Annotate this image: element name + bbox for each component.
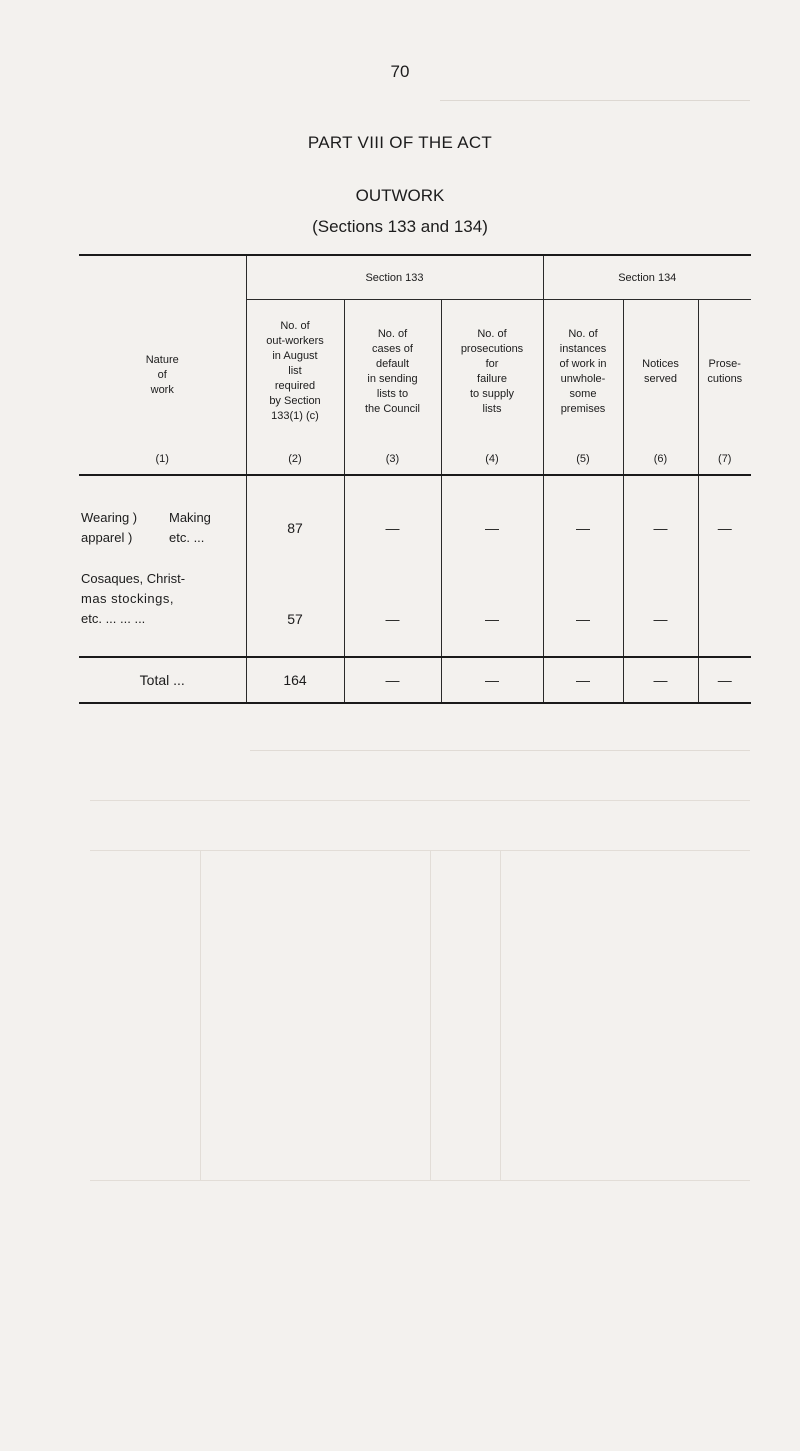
column-number: (5) <box>543 444 623 475</box>
column-number: (7) <box>698 444 751 475</box>
cell-prosecutions <box>698 569 751 657</box>
column-number: (1) <box>79 444 246 475</box>
row-label: Wearing ) <box>81 509 138 525</box>
row-label: etc. ... ... ... <box>81 610 146 626</box>
cell-prosecutions-lists: — <box>441 569 543 657</box>
column-number: (3) <box>344 444 441 475</box>
section-134-header: Section 134 <box>543 255 751 300</box>
total-default: — <box>344 657 441 703</box>
row-nature-cosaques <box>79 569 246 657</box>
row-label: apparel ) <box>81 529 133 545</box>
total-outworkers: 164 <box>246 657 344 703</box>
total-notices: — <box>623 657 698 703</box>
total-row <box>79 657 751 703</box>
cell-prosecutions-lists: — <box>441 475 543 569</box>
column-number: (4) <box>441 444 543 475</box>
sections-reference: (Sections 133 and 134) <box>312 217 488 236</box>
part-title: PART VIII OF THE ACT <box>307 133 493 152</box>
column-header-notices: Notices served <box>623 300 698 444</box>
cell-prosecutions: — <box>698 475 751 569</box>
column-header-prosecutions: Prose- cutions <box>698 300 751 444</box>
column-number-row <box>79 444 751 475</box>
column-number: (6) <box>623 444 698 475</box>
column-header-nature: Nature of work <box>79 255 246 444</box>
cell-default: — <box>344 475 441 569</box>
section-title: OUTWORK <box>355 186 445 205</box>
column-header-default: No. of cases of default in sending lists to the Council <box>344 300 441 444</box>
row-label: Making <box>169 509 211 525</box>
column-header-prosecutions-lists: No. of prosecutions for failure to supply lists <box>441 300 543 444</box>
outwork-table <box>79 254 751 704</box>
cell-outworkers: 87 <box>246 475 344 569</box>
cell-notices: — <box>623 475 698 569</box>
row-label: mas stockings, <box>81 590 174 606</box>
total-label: Total ... <box>79 657 246 703</box>
cell-unwholesome: — <box>543 569 623 657</box>
row-nature-wearing-apparel <box>79 475 246 569</box>
table-row <box>79 475 751 569</box>
cell-notices: — <box>623 569 698 657</box>
column-number: (2) <box>246 444 344 475</box>
cell-default: — <box>344 569 441 657</box>
cell-unwholesome: — <box>543 475 623 569</box>
total-prosecutions: — <box>698 657 751 703</box>
row-label: Cosaques, Christ- <box>81 570 186 586</box>
row-label: etc. ... <box>169 529 205 545</box>
section-133-header: Section 133 <box>246 255 543 300</box>
total-prosecutions-lists: — <box>441 657 543 703</box>
cell-outworkers: 57 <box>246 569 344 657</box>
page-number: 70 <box>390 62 410 81</box>
column-header-outworkers: No. of out-workers in August list required by Section 133(1) (c) <box>246 300 344 444</box>
total-unwholesome: — <box>543 657 623 703</box>
column-header-unwholesome: No. of instances of work in unwhole- some premises <box>543 300 623 444</box>
section-header-row <box>79 255 751 300</box>
table-row <box>79 569 751 657</box>
